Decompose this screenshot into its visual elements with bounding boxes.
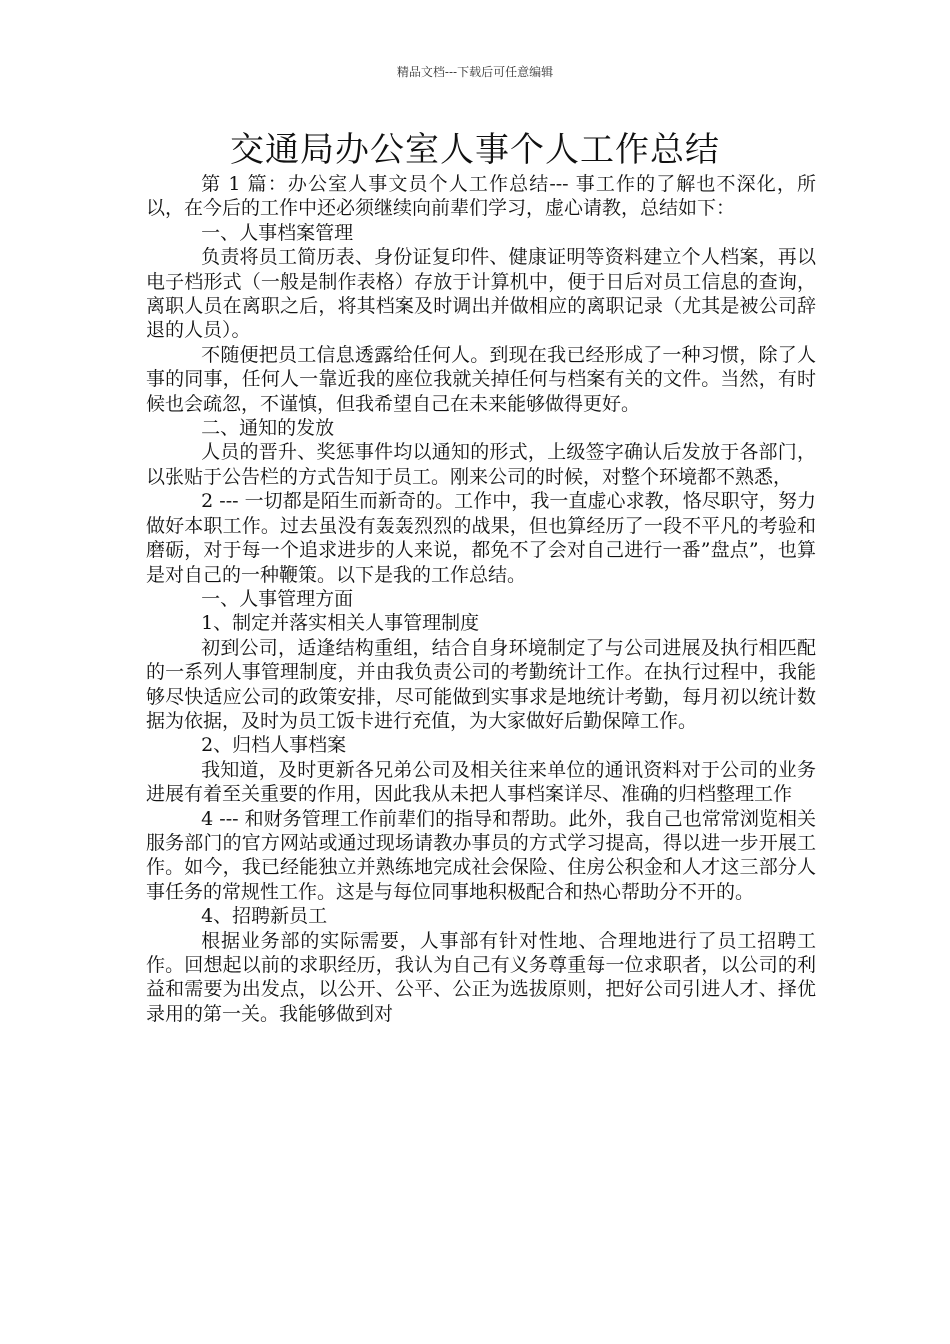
document-body <box>146 172 816 1026</box>
paragraph: 2 --- 一切都是陌生而新奇的。工作中，我一直虚心求教，恪尽职守，努力做好本职工作。过去虽没有轰轰烈烈的战果，但也算经历了一段不平凡的考验和磨砺，对于每一个追求进步的人来说，都免不了会对自己进行一番”盘点”，也算是对自己的一种鞭策。以下是我的工作总结。 <box>146 490 816 586</box>
page-header: 精品文档---下载后可任意编辑 <box>396 65 554 79</box>
document-title: 交通局办公室人事个人工作总结 <box>230 130 720 170</box>
subsection-heading: 4、招聘新员工 <box>201 905 328 928</box>
subsection-heading: 1、制定并落实相关人事管理制度 <box>201 612 480 635</box>
section-heading: 一、人事管理方面 <box>201 587 354 610</box>
paragraph: 不随便把员工信息透露给任何人。到现在我已经形成了一种习惯，除了人事的同事，任何人一靠近我的座位我就关掉任何与档案有关的文件。当然，有时候也会疏忽，不谨慎，但我希望自己在未来能够做得更好。 <box>146 343 816 415</box>
paragraph: 人员的晋升、奖惩事件均以通知的形式，上级签字确认后发放于各部门，以张贴于公告栏的方式告知于员工。刚来公司的时候，对整个环境都不熟悉， <box>146 441 816 488</box>
subsection-heading: 2、归档人事档案 <box>201 734 347 757</box>
paragraph: 根据业务部的实际需要，人事部有针对性地、合理地进行了员工招聘工作。回想起以前的求职经历，我认为自己有义务尊重每一位求职者，以公司的利益和需要为出发点，以公开、公平、公正为选拔原则，把好公司引进人才、择优录用的第一关。我能够做到对 <box>146 929 816 1025</box>
section-heading: 一、人事档案管理 <box>201 221 354 244</box>
paragraph: 4 --- 和财务管理工作前辈们的指导和帮助。此外，我自己也常常浏览相关服务部门的官方网站或通过现场请教办事员的方式学习提高，得以进一步开展工作。如今，我已经能独立并熟练地完成社会保险、住房公积金和人才这三部分人事任务的常规性工作。这是与每位同事地积极配合和热心帮助分不开的。 <box>146 807 816 903</box>
paragraph: 第 1 篇：办公室人事文员个人工作总结--- 事工作的了解也不深化，所以，在今后的工作中还必须继续向前辈们学习，虚心请教，总结如下： <box>146 173 816 220</box>
paragraph: 初到公司，适逢结构重组，结合自身环境制定了与公司进展及执行相匹配的一系列人事管理制度，并由我负责公司的考勤统计工作。在执行过程中，我能够尽快适应公司的政策安排，尽可能做到实事求是地统计考勤，每月初以统计数据为依据，及时为员工饭卡进行充值，为大家做好后勤保障工作。 <box>146 636 816 732</box>
paragraph: 我知道，及时更新各兄弟公司及相关往来单位的通讯资料对于公司的业务进展有着至关重要的作用，因此我从未把人事档案详尽、准确的归档整理工作 <box>146 758 816 806</box>
section-heading: 二、通知的发放 <box>201 417 335 440</box>
paragraph: 负责将员工简历表、身份证复印件、健康证明等资料建立个人档案，再以电子档形式（一般是制作表格）存放于计算机中，便于日后对员工信息的查询，离职人员在离职之后，将其档案及时调出并做相应的离职记录（尤其是被公司辞退的人员）。 <box>146 246 816 342</box>
